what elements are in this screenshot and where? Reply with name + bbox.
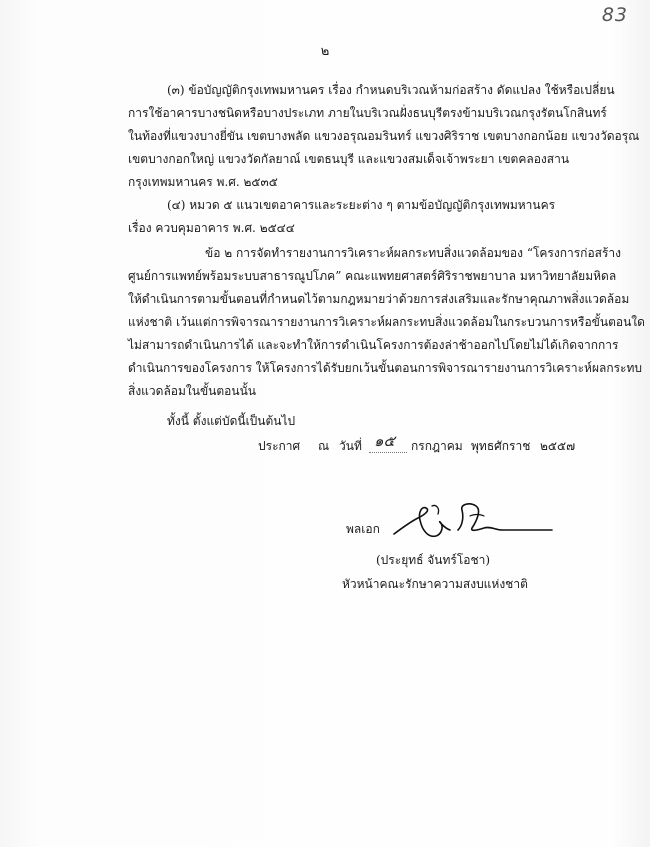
announcement-prefix: ประกาศ bbox=[258, 439, 301, 453]
signatory-rank: พลเอก bbox=[346, 522, 380, 536]
paragraph-line: เรื่อง ควบคุมอาคาร พ.ศ. ๒๕๔๔ bbox=[128, 221, 295, 235]
paragraph-line: สิ่งแวดล้อมในขั้นตอนนั้น bbox=[128, 384, 256, 398]
page-number: ๒ bbox=[320, 44, 330, 59]
paragraph-line: กรุงเทพมหานคร พ.ศ. ๒๕๓๕ bbox=[128, 175, 278, 189]
paragraph-line: ในท้องที่แขวงบางยี่ขัน เขตบางพลัด แขวงอรุณอมรินทร์ แขวงศิริราช เขตบางกอกน้อย แขวงวัดอรุณ bbox=[128, 129, 640, 143]
effective-date-clause: ทั้งนี้ ตั้งแต่บัดนี้เป็นต้นไป bbox=[167, 414, 296, 428]
paragraph-line: (๔) หมวด ๕ แนวเขตอาคารและระยะต่าง ๆ ตามข้อบัญญัติกรุงเทพมหานคร bbox=[167, 198, 556, 212]
signatory-name: (ประยุทธ์ จันทร์โอชา) bbox=[376, 553, 491, 567]
year: ๒๕๕๗ bbox=[540, 439, 576, 453]
handwritten-signature bbox=[392, 500, 562, 548]
signatory-title: หัวหน้าคณะรักษาความสงบแห่งชาติ bbox=[342, 577, 528, 591]
day-value-handwritten: ๑๕ bbox=[374, 432, 395, 450]
paragraph-line: แห่งชาติ เว้นแต่การพิจารณารายงานการวิเคราะห์ผลกระทบสิ่งแวดล้อมในกระบวนการหรือขั้นตอนใด bbox=[128, 315, 645, 329]
paragraph-line: เขตบางกอกใหญ่ แขวงวัดกัลยาณ์ เขตธนบุรี และแขวงสมเด็จเจ้าพระยา เขตคลองสาน bbox=[128, 152, 570, 166]
paragraph-line: ข้อ ๒ การจัดทำรายงานการวิเคราะห์ผลกระทบสิ่งแวดล้อมของ “โครงการก่อสร้าง bbox=[205, 246, 622, 260]
paragraph-line: ศูนย์การแพทย์พร้อมระบบสาธารณูปโภค” คณะแพทยศาสตร์ศิริราชพยาบาล มหาวิทยาลัยมหิดล bbox=[128, 269, 617, 283]
paragraph-line: (๓) ข้อบัญญัติกรุงเทพมหานคร เรื่อง กำหนดบริเวณห้ามก่อสร้าง ดัดแปลง ใช้หรือเปลี่ยน bbox=[167, 83, 615, 97]
day-underline bbox=[369, 452, 407, 453]
era-label: พุทธศักราช bbox=[471, 439, 531, 453]
day-label: วันที่ bbox=[339, 439, 362, 453]
signature-icon bbox=[392, 500, 562, 548]
paragraph-line: ดำเนินการของโครงการ ให้โครงการได้รับยกเว้นขั้นตอนการพิจารณารายงานการวิเคราะห์ผลกระทบ bbox=[128, 361, 643, 375]
month: กรกฎาคม bbox=[411, 439, 463, 453]
paragraph-line: ไม่สามารถดำเนินการได้ และจะทำให้การดำเนินโครงการต้องล่าช้าออกไปโดยไม่ได้เกิดจากการ bbox=[128, 338, 619, 352]
paragraph-line: ให้ดำเนินการตามขั้นตอนที่กำหนดไว้ตามกฎหมายว่าด้วยการส่งเสริมและรักษาคุณภาพสิ่งแวดล้อม bbox=[128, 292, 630, 306]
handwritten-page-number: 83 bbox=[601, 4, 628, 26]
paragraph-line: การใช้อาคารบางชนิดหรือบางประเภท ภายในบริเวณฝั่งธนบุรีตรงข้ามบริเวณกรุงรัตนโกสินทร์ bbox=[128, 106, 607, 120]
announcement-at: ณ bbox=[318, 439, 330, 453]
